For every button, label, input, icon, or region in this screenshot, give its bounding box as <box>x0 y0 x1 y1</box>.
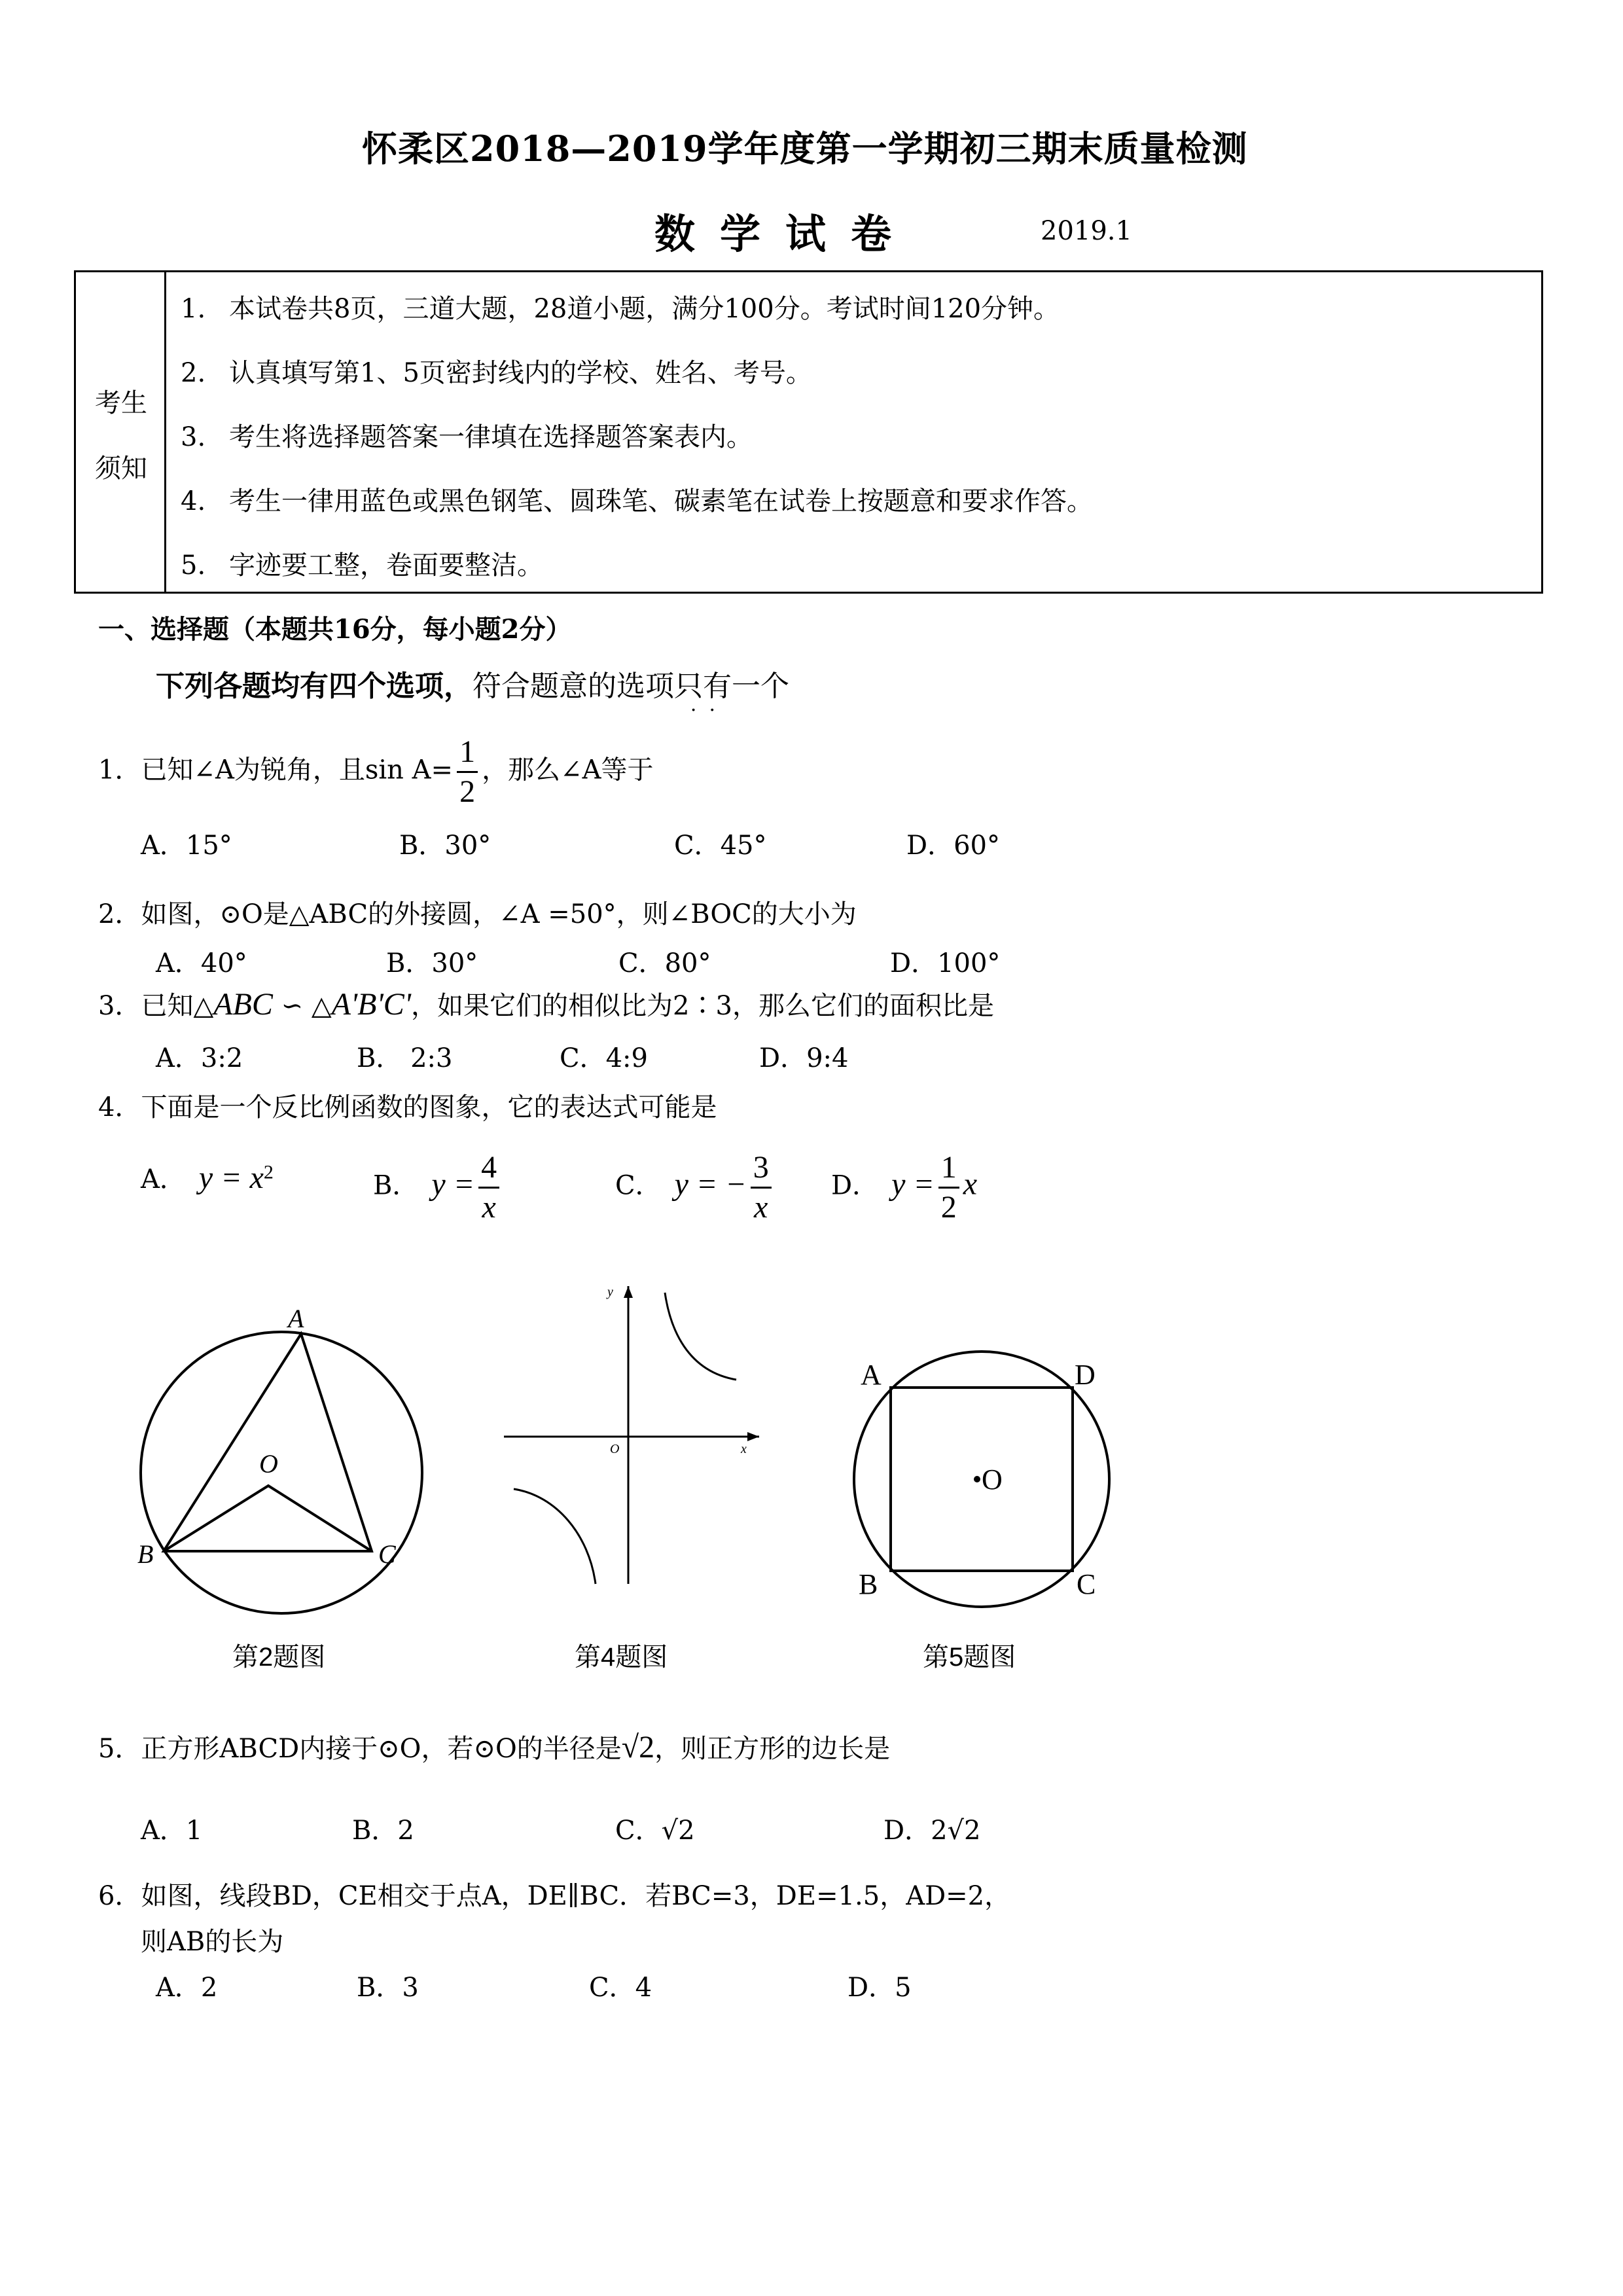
q5-option-c: C．√2 <box>615 1816 695 1846</box>
fig2-label-b: B <box>137 1539 154 1569</box>
section-heading: 一、选择题（本题共16分，每小题2分） <box>98 614 572 645</box>
fig4-label-x: x <box>741 1442 747 1456</box>
q6-option-c: C．4 <box>589 1973 652 2003</box>
fig5-label-d: D <box>1075 1359 1096 1391</box>
notice-item-text: 考生将选择题答案一律填在选择题答案表内。 <box>229 422 753 452</box>
exam-date: 2019.1 <box>1041 216 1132 246</box>
notice-item-text: 本试卷共8页，三道大题，28道小题，满分100分。考试时间120分钟。 <box>229 294 1060 324</box>
section-instruction <box>156 662 789 722</box>
question-1 <box>98 733 653 811</box>
question-4: 4．下面是一个反比例函数的图象，它的表达式可能是 <box>98 1092 717 1122</box>
q3-triangle-1: ABC <box>213 987 273 1022</box>
q4-option-c: C． y = − $\frac{3}{x}$ <box>615 1149 776 1227</box>
notice-item-text: 考生一律用蓝色或黑色钢笔、圆珠笔、碳素笔在试卷上按题意和要求作答。 <box>229 486 1093 516</box>
notice-item-num: 3. <box>181 422 206 452</box>
fig4-label-o: O <box>610 1442 620 1456</box>
notice-box <box>74 270 1543 594</box>
q2-option-a: A．40° <box>156 948 247 978</box>
q1-option-c: C．45° <box>674 831 767 861</box>
notice-item-num: 1. <box>181 294 206 324</box>
notice-item-text: 字迹要工整，卷面要整洁。 <box>229 550 543 581</box>
question-6-line-1: 6．如图，线段BD，CE相交于点A，DE∥BC．若BC=3，DE=1.5，AD=2， <box>98 1881 1011 1911</box>
fig2-circle <box>141 1332 422 1613</box>
notice-item-num: 2. <box>181 358 206 388</box>
fig2-caption: 第2题图 <box>232 1643 326 1672</box>
q2-option-c: C．80° <box>618 948 711 978</box>
notice-label <box>76 370 166 501</box>
fig2-label-o: O <box>259 1449 278 1479</box>
question-5 <box>98 1728 890 1765</box>
q5-option-d: D．2√2 <box>883 1816 981 1846</box>
q2-option-b: B．30° <box>386 948 478 978</box>
fig5-center-dot <box>974 1476 980 1482</box>
fig2-label-a: A <box>288 1304 304 1333</box>
notice-item-num: 5. <box>181 550 206 581</box>
notice-label-line2: 须知 <box>95 454 147 484</box>
figure-4-diagram <box>497 1276 772 1590</box>
exam-subtitle: 数学试卷 <box>654 210 917 258</box>
q1-fraction: $\frac{1}{2}$ <box>457 733 478 811</box>
notice-item-num: 4. <box>181 486 206 516</box>
q3-sim: ∽ △ <box>272 991 332 1021</box>
q3-suffix: ，如果它们的相似比为2∶3，那么它们的面积比是 <box>411 991 994 1021</box>
q5-option-b: B．2 <box>352 1816 414 1846</box>
notice-item <box>181 288 1060 325</box>
fig5-label-b: B <box>859 1568 878 1600</box>
q3-triangle-2: A'B'C' <box>331 987 412 1022</box>
q6-option-a: A．2 <box>156 1973 218 2003</box>
fig4-curve-q3 <box>514 1489 596 1584</box>
exam-title: 怀柔区2018—2019学年度第一学期初三期末质量检测 <box>362 128 1248 170</box>
q5-radius: √2 <box>621 1730 655 1765</box>
instruction-rest-a: 符合题意的选项 <box>473 670 674 703</box>
instruction-bold: 下列各题均有四个选项， <box>156 670 473 703</box>
fig2-radii <box>164 1486 372 1551</box>
q1-option-b: B．30° <box>399 831 491 861</box>
notice-item <box>181 352 812 389</box>
q4-option-a: A． $y = x^2$ <box>141 1160 274 1195</box>
fig4-y-arrow <box>624 1286 633 1298</box>
q3-option-b: B． 2:3 <box>357 1043 453 1073</box>
fig2-label-c: C <box>378 1539 396 1569</box>
fig5-label-o: O <box>982 1463 1003 1496</box>
q6-option-d: D．5 <box>847 1973 912 2003</box>
instruction-emph: 只有 · · <box>674 670 732 722</box>
q4-b-fraction: $\frac{4}{x}$ <box>478 1149 499 1227</box>
q1-suffix: ，那么∠A等于 <box>482 755 654 785</box>
q1-option-d: D．60° <box>906 831 1000 861</box>
notice-item <box>181 416 753 454</box>
figure-5-diagram <box>844 1348 1119 1610</box>
q3-option-d: D．9:4 <box>759 1043 849 1073</box>
fig5-label-c: C <box>1077 1568 1096 1600</box>
notice-label-cell <box>76 272 166 592</box>
question-6-line-2: 则AB的长为 <box>141 1927 284 1957</box>
fig4-curve-q1 <box>665 1293 736 1380</box>
q4-option-b: B． y = $\frac{4}{x}$ <box>373 1149 503 1227</box>
q6-option-b: B．3 <box>357 1973 419 2003</box>
question-2: 2．如图，⊙O是△ABC的外接圆，∠A =50°，则∠BOC的大小为 <box>98 899 857 929</box>
q4-option-d: D． y = $\frac{1}{2}$ x <box>831 1149 977 1227</box>
fig4-caption: 第4题图 <box>575 1643 668 1672</box>
q2-option-d: D．100° <box>890 948 1001 978</box>
figure-2-diagram <box>131 1302 432 1617</box>
question-3 <box>98 985 994 1022</box>
notice-label-line1: 考生 <box>95 388 147 418</box>
q1-prefix: 1．已知∠A为锐角，且sin A= <box>98 755 454 785</box>
fig5-label-a: A <box>861 1359 882 1391</box>
instruction-rest-b: 一个 <box>732 670 789 703</box>
fig5-caption: 第5题图 <box>923 1643 1016 1672</box>
fig4-x-arrow <box>747 1432 759 1441</box>
fig4-label-y: y <box>607 1285 613 1299</box>
q5-suffix: ，则正方形的边长是 <box>654 1734 891 1764</box>
q3-option-c: C．4:9 <box>560 1043 648 1073</box>
q4-d-fraction: $\frac{1}{2}$ <box>938 1149 959 1227</box>
q1-option-a: A．15° <box>141 831 232 861</box>
fig2-triangle <box>164 1334 372 1551</box>
notice-item <box>181 480 1093 518</box>
q5-option-a: A．1 <box>141 1816 203 1846</box>
notice-item <box>181 545 543 582</box>
notice-item-text: 认真填写第1、5页密封线内的学校、姓名、考号。 <box>229 358 812 388</box>
q5-prefix: 5．正方形ABCD内接于⊙O，若⊙O的半径是 <box>98 1734 622 1764</box>
q4-c-fraction: $\frac{3}{x}$ <box>751 1149 772 1227</box>
q3-option-a: A．3:2 <box>156 1043 243 1073</box>
q3-prefix: 3．已知△ <box>98 991 214 1021</box>
